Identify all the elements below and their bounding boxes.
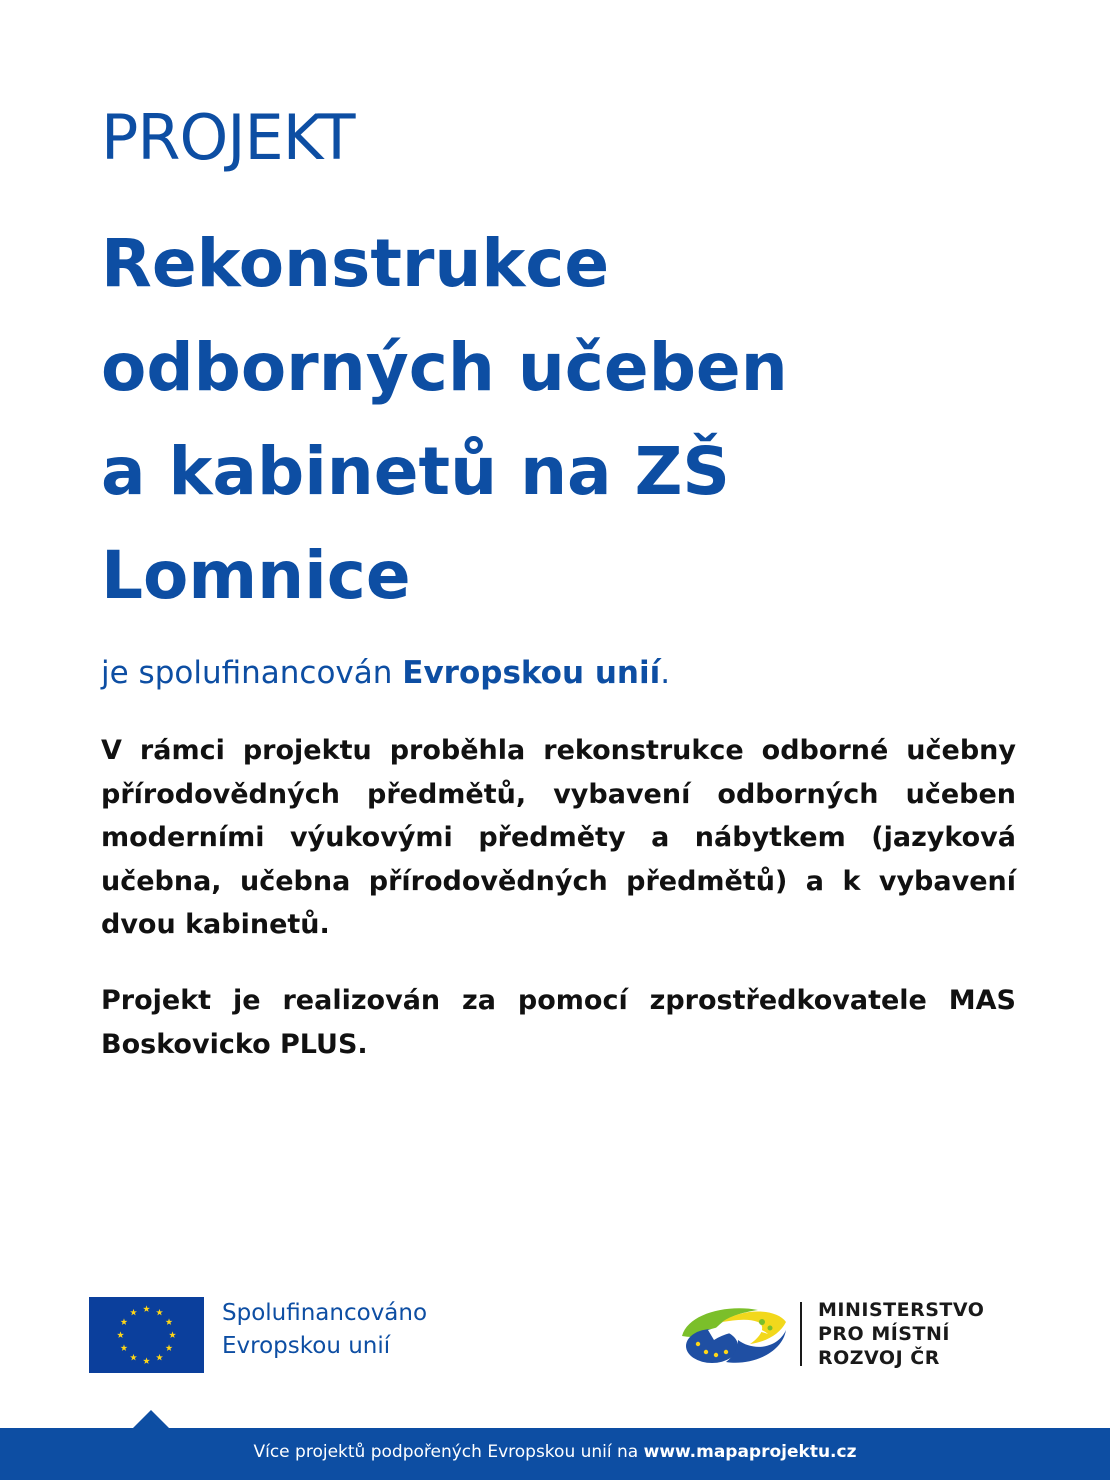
description-paragraph: V rámci projektu proběhla rekonstrukce odborné učebny přírodovědných předmětů, vybavení odborných učeben moderními výukovými předměty a nábytkem (jazyková učebna, učebna přírodovědných předmětů) a k vybavení dvou kabinetů. xyxy=(101,735,1016,940)
project-title-line: Lomnice xyxy=(101,537,411,614)
eu-star xyxy=(156,1354,163,1361)
ministry-name-line: MINISTERSTVO xyxy=(818,1299,985,1321)
footer-url-link[interactable]: www.mapaprojektu.cz xyxy=(643,1442,857,1462)
eu-star xyxy=(156,1309,163,1316)
ministry-name-line: ROZVOJ ČR xyxy=(818,1347,940,1369)
eu-star xyxy=(121,1318,128,1325)
eu-star xyxy=(130,1354,137,1361)
ministry-name-line: PRO MÍSTNÍ xyxy=(818,1323,950,1345)
project-title-line: a kabinetů na ZŠ xyxy=(101,433,730,510)
cofinancing-statement xyxy=(101,648,670,698)
eu-caption xyxy=(222,1297,427,1363)
footer-text xyxy=(0,1428,1110,1480)
eu-caption-line: Spolufinancováno xyxy=(222,1300,428,1326)
eu-star xyxy=(117,1331,124,1338)
emblem-star xyxy=(714,1353,718,1357)
eu-flag-icon xyxy=(89,1297,204,1373)
emblem-star xyxy=(724,1350,728,1354)
eu-stars xyxy=(89,1297,204,1373)
ministry-name xyxy=(818,1298,984,1370)
cofinancing-prefix: je spolufinancován xyxy=(101,655,393,691)
project-title-line: odborných učeben xyxy=(101,329,788,406)
eu-star xyxy=(143,1305,150,1312)
project-title-line: Rekonstrukce xyxy=(101,225,610,302)
page-header-label: PROJEKT xyxy=(101,101,355,174)
implementer-paragraph: Projekt je realizován za pomocí zprostředkovatele MAS Boskovicko PLUS. xyxy=(101,985,1016,1060)
eu-star xyxy=(166,1318,173,1325)
eu-star xyxy=(130,1309,137,1316)
project-title xyxy=(101,212,1061,628)
cofinancing-emphasis: Evropskou unií xyxy=(402,655,661,691)
eu-star xyxy=(166,1344,173,1351)
eu-caption-line: Evropskou unií xyxy=(222,1333,391,1359)
mmr-emblem-icon xyxy=(678,1300,788,1368)
eu-star xyxy=(169,1331,176,1338)
logo-divider xyxy=(800,1302,802,1366)
emblem-dot xyxy=(759,1319,765,1325)
emblem-star xyxy=(704,1350,708,1354)
cofinancing-suffix: . xyxy=(660,655,671,691)
eu-star xyxy=(143,1357,150,1364)
emblem-star xyxy=(696,1342,700,1346)
eu-star xyxy=(121,1344,128,1351)
footer-notch xyxy=(133,1410,169,1428)
emblem-dot xyxy=(768,1326,773,1331)
footer-label: Více projektů podpořených Evropskou unií na xyxy=(253,1442,639,1462)
